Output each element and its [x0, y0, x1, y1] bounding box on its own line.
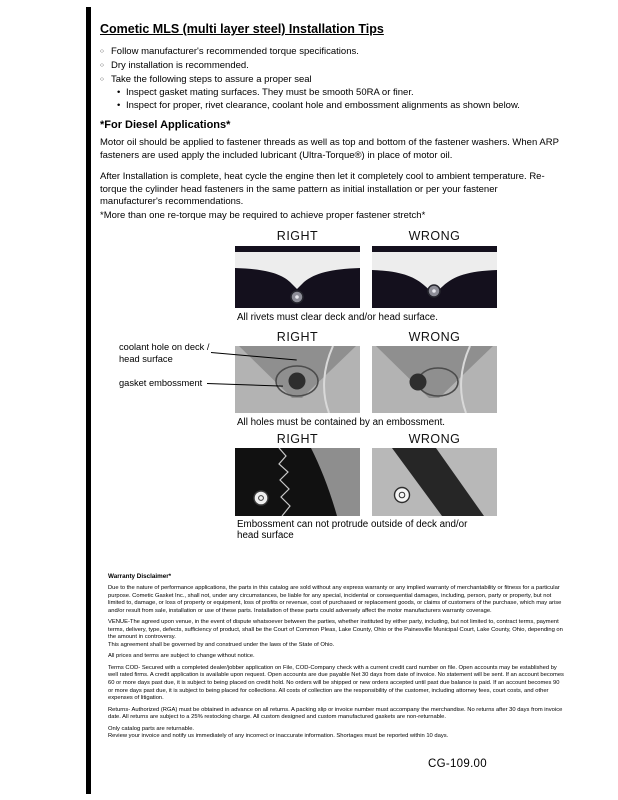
diagram-protrusion-right-image — [235, 448, 360, 516]
wrong-column-header: WRONG — [408, 229, 461, 243]
right-column-header: RIGHT — [276, 432, 319, 446]
coolant-hole — [289, 373, 306, 390]
disclaimer-paragraph: Only catalog parts are returnable. — [108, 725, 195, 732]
wrong-column-header: WRONG — [408, 330, 461, 344]
diagram-protrusion-wrong-image — [372, 448, 497, 516]
caption-holes: All holes must be contained by an embossment. — [237, 417, 446, 428]
disclaimer-paragraph: Due to the nature of performance applications, the parts in this catalog are sold without any express warranty or any implied warranty of merchantability or fitness for a particular purpose. Cometic Gasket Inc., shall not, under any circumstances, be liable for any special, incidental or consequential damages, including, person, party or property, but not limited to, damage, or loss of property or equipment, loss of profits or revenue, cost of purchased or replacement goods, or claims of customers of the purchase, which may arise and/or result from sale, installation or use of these parts. Installation of these parts could adversely affect the motor manufacturers warranty coverage. — [108, 585, 562, 614]
document-code: CG-109.00 — [428, 758, 487, 770]
caption-embossment: Embossment can not protrude outside of deck and/or head surface — [237, 519, 468, 541]
warranty-disclaimer — [108, 573, 566, 745]
caption-rivets: All rivets must clear deck and/or head surface. — [237, 312, 438, 323]
page-title: Cometic MLS (multi layer steel) Installation Tips — [100, 22, 384, 36]
disclaimer-paragraph: Review your invoice and notify us immediately of any incorrect or inaccurate information. Shortages must be reported within 10 days. — [108, 733, 449, 740]
diagram-rivet-wrong-image — [372, 246, 497, 308]
right-column-header: RIGHT — [276, 330, 319, 344]
diagram-embossment-wrong-image — [372, 346, 497, 413]
coolant-hole — [410, 374, 427, 391]
disclaimer-paragraph: This agreement shall be governed by and construed under the laws of the State of Ohio. — [108, 641, 335, 648]
diesel-paragraph-retorque: After Installation is complete, heat cycle the engine then let it completely cool to ambient temperature. Re-torque the cylinder head fasteners in the same pattern as initial installation or per your fastener manufacturer's recommendations. — [100, 171, 545, 208]
label-gasket-embossment: gasket embossment — [119, 378, 203, 388]
diesel-heading: *For Diesel Applications* — [100, 119, 231, 131]
diagram-rivet-right-image — [235, 246, 360, 308]
bolt-hole — [254, 491, 268, 505]
tip-sublist — [117, 87, 570, 113]
tip-item: ○ Take the following steps to assure a proper seal — [100, 74, 570, 87]
wrong-column-header: WRONG — [408, 432, 461, 446]
label-coolant-hole: coolant hole on deck / head surface — [119, 342, 210, 365]
disclaimer-paragraph: Returns- Authorized (RGA) must be obtained in advance on all returns. A packing slip or invoice number must accompany the merchandise. No returns after 30 days from invoice date. All returns are subject to a 25% restocking charge. All custom designed and custom manufactured gaskets are non-returnable. — [108, 706, 563, 721]
right-column-header: RIGHT — [276, 229, 319, 243]
retorque-note: *More than one re-torque may be required to achieve proper fastener stretch* — [100, 210, 426, 221]
tip-item: ○ Follow manufacturer's recommended torque specifications. — [100, 46, 570, 59]
installation-tips-list — [100, 46, 570, 113]
bolt-hole — [395, 488, 410, 503]
tip-subitem: • Inspect gasket mating surfaces. They must be smooth 50RA or finer. — [117, 87, 570, 100]
disclaimer-paragraph: VENUE-The agreed upon venue, in the event of dispute whatsoever between the parties, whether instituted by either party, including, but not limited to, contract terms, payment terms, delivery, type, defects, sufficiency of product, shall be the Court of Common Pleas, Lake County, Ohio or the Painesville Municipal Court, Lake County, Ohio, depending on the amount in controversy. — [108, 619, 563, 641]
disclaimer-heading: Warranty Disclaimer* — [108, 573, 172, 580]
tip-subitem: • Inspect for proper, rivet clearance, coolant hole and embossment alignments as shown below. — [117, 100, 570, 113]
disclaimer-paragraph: Terms COD- Secured with a completed dealer/jobber application on File, COD-Company check with a current credit card number on file. Open accounts may be established by well rated firms. A credit application is available upon request. Open accounts are due payable Net 30 days from date of invoice. No statement will be sent. If an account becomes 60 or more days past due, it is subject to being placed on credit hold. No orders will be shipped or new orders accepted until past due balance is paid. If an account becomes 90 or more days past due, it is subject to being placed for collections. All costs of collection are the responsibility of the customer, including attorney fees, court costs, and other expenses of litigation. — [108, 664, 564, 702]
left-border-rule — [86, 7, 91, 794]
disclaimer-paragraph: All prices and terms are subject to change without notice. — [108, 653, 255, 660]
diesel-paragraph-oil: Motor oil should be applied to fastener threads as well as top and bottom of the fastener washers. When ARP fasteners are used apply the included lubricant (Ultra-Torque®) in place of motor oil. — [100, 137, 559, 161]
tip-item: ○ Dry installation is recommended. — [100, 60, 570, 73]
